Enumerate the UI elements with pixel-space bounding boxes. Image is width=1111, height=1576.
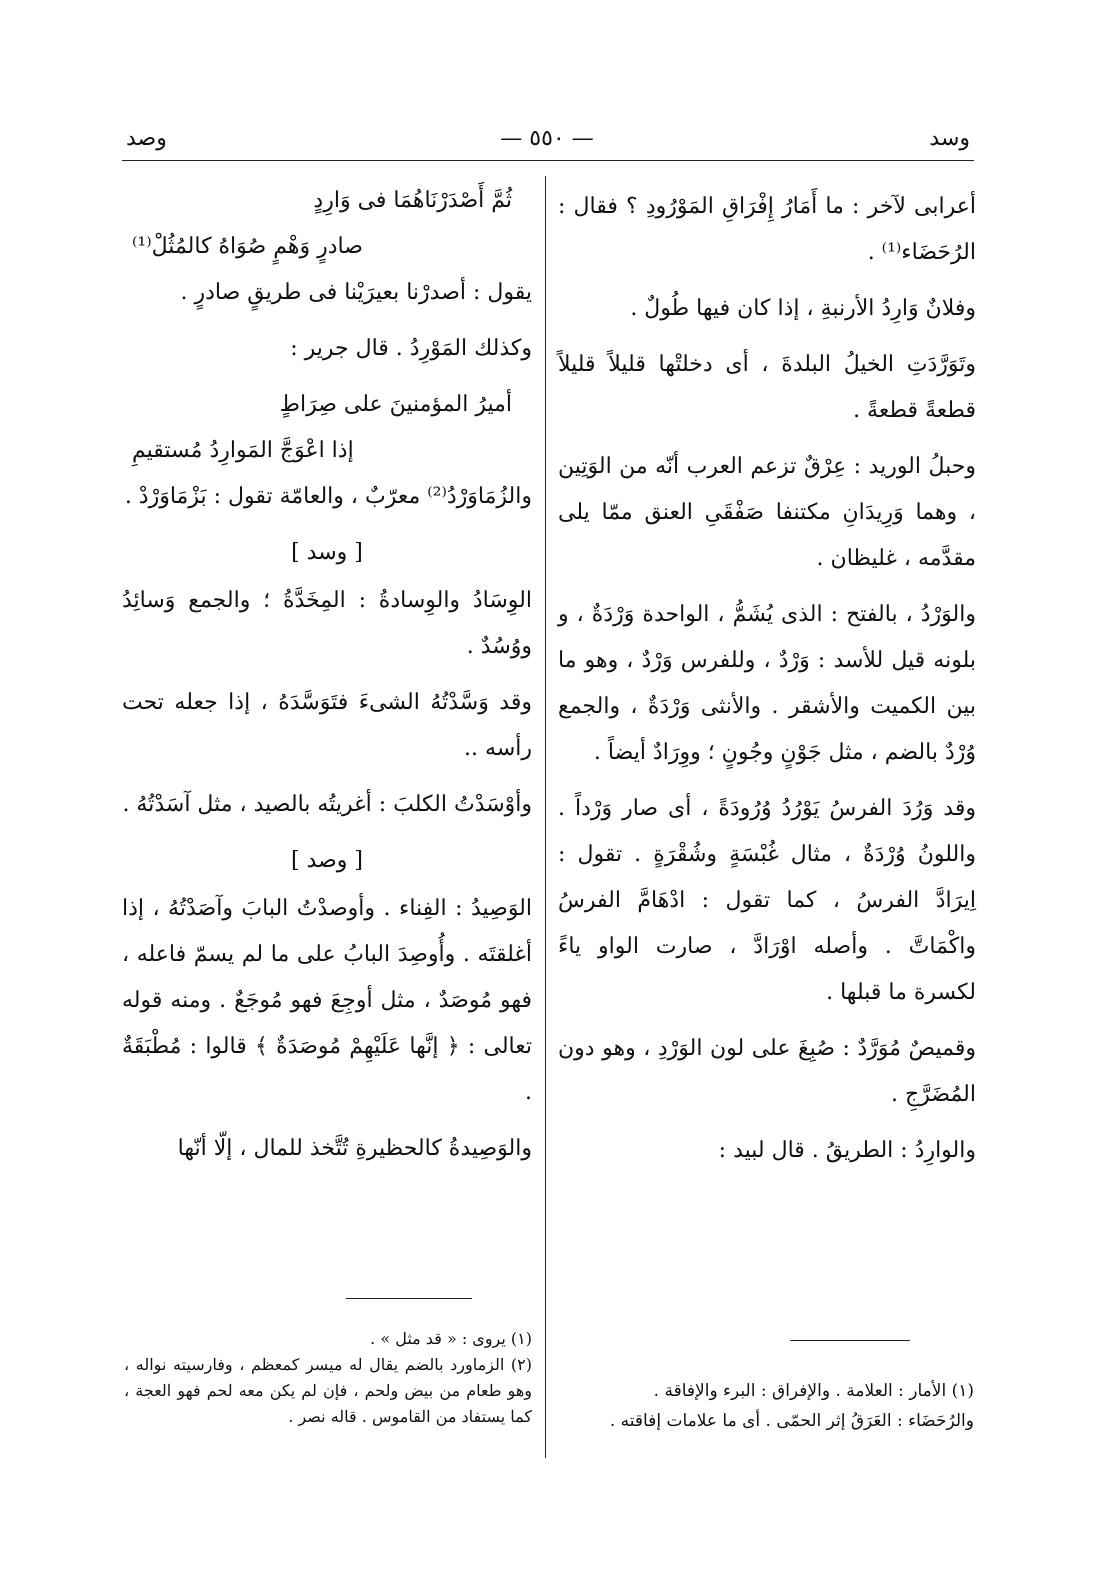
page-number: — ٥٥٠ — bbox=[500, 126, 594, 151]
footnote-rule bbox=[346, 1298, 472, 1299]
header-left-entry: وصد bbox=[126, 126, 167, 151]
paragraph: وأوْسَدْتُ الكلبَ : أغريتُه بالصيد ، مثل آسَدْتُهُ . bbox=[122, 792, 532, 817]
column-divider bbox=[545, 176, 546, 1458]
footnote-rule bbox=[790, 1340, 910, 1341]
paragraph: والزُمَاوَرْدُ⁽²⁾ معرّبٌ ، والعامّة تقول : بَزْمَاوَرْدْ . bbox=[124, 484, 532, 509]
verse-line: إذا اعْوَجَّ المَوارِدُ مُستقيمِ bbox=[132, 438, 354, 463]
paragraph: وكذلك المَوْرِدُ . قال جرير : bbox=[290, 336, 532, 361]
entry-heading: [ وسد ] bbox=[291, 540, 363, 565]
paragraph: وفلانٌ وَارِدُ الأرنبةِ ، إذا كان فيها طُولٌ . bbox=[630, 296, 976, 321]
footnote: (١) يروى : « قد مثل » . bbox=[370, 1329, 532, 1348]
paragraph: أعرابى لآخر : ما أَمَارُ إِفْرَاقِ المَوْرُودِ ؟ فقال : الرُحَضَاء⁽¹⁾ . bbox=[558, 194, 976, 265]
header-right-entry: وسد bbox=[929, 126, 970, 151]
entry-heading: [ وصد ] bbox=[290, 848, 363, 873]
footnote: (١) الأمار : العلامة . والإفراق : البرء والإفاقة . bbox=[653, 1381, 974, 1401]
paragraph: وقد وَرُدَ الفرسُ يَوْرُدُ وُرُودَةً ، أى صار وَرْداً . واللونُ وُرْدَةٌ ، مثال غُبْسَةٍ وشُقْرَةٍ . تقول : اِيرَادَّ الفرسُ ، كما تقول : ادْهَامَّ الفرسُ واكْمَاتَّ . وأصله اوْرَادَّ ، صارت الواو ياءً لكسرة ما قبلها . bbox=[558, 796, 976, 1005]
right-footnotes bbox=[560, 1376, 974, 1436]
left-column bbox=[122, 178, 532, 1182]
footnote: (٢) الزماورد بالضم يقال له ميسر كمعظم ، وفارسيته نواله ، وهو طعام من بيض ولحم ، فإن لم يكن معه لحم فهو العجة ، كما يستفاد من القاموس . قاله نصر . bbox=[124, 1355, 532, 1426]
paragraph: وقميصٌ مُوَرَّدٌ : صُبِغَ على لون الوَرْدِ ، وهو دون المُضَرَّجِ . bbox=[558, 1036, 976, 1107]
paragraph: الوَصِيدُ : الفِناء . وأوصدْتُ البابَ وآصَدْتُهُ ، إذا أغلقتَه . وأُوصِدَ البابُ على ما لم يسمّ فاعله ، فهو مُوصَدٌ ، مثل أوجِعَ فهو مُوجَعٌ . ومنه قوله تعالى : ﴿ إنَّها عَلَيْهِمْ مُوصَدَةٌ ﴾ قالوا : مُطْبَقَةٌ . bbox=[122, 896, 532, 1105]
header-rule bbox=[122, 160, 974, 161]
verse-line: صادرٍ وَهْمٍ صُوَاهُ كالمُثُلْ⁽¹⁾ bbox=[132, 234, 363, 259]
verse-line: أميرُ المؤمنينَ على صِرَاطٍ bbox=[279, 392, 512, 417]
right-column bbox=[558, 184, 976, 1184]
paragraph: والوارِدُ : الطريقُ . قال لبيد : bbox=[718, 1138, 976, 1163]
paragraph: وقد وَسَّدْتُهُ الشىءَ فتَوَسَّدَهُ ، إذا جعله تحت رأسه .. bbox=[122, 690, 532, 761]
page-header bbox=[120, 126, 974, 160]
footnote: والرُحَضَاء : العَرَقُ إثر الحمّى . أى ما علامات إفاقته . bbox=[609, 1411, 974, 1431]
paragraph: والوَصِيدةُ كالحظيرةِ تُتَّخذ للمال ، إلّا أنّها bbox=[177, 1136, 532, 1161]
paragraph: وحبلُ الوريد : عِرْقٌ تزعم العرب أنّه من الوَتِين ، وهما وَرِيدَانِ مكتنفا صَفْقَىِ العنق ممّا يلى مقدَّمه ، غليظان . bbox=[558, 454, 976, 571]
left-footnotes bbox=[124, 1326, 532, 1430]
verse-line: ثُمَّ أَصْدَرْنَاهُمَا فى وَارِدٍ bbox=[313, 188, 512, 213]
paragraph: يقول : أصدرْنا بعيرَيْنا فى طريقٍ صادرٍ . bbox=[180, 280, 532, 305]
paragraph: والوَرْدُ ، بالفتح : الذى يُشَمُّ ، الواحدة وَرْدَةٌ ، و بلونه قيل للأسد : وَرْدٌ ، وللفرس وَرْدٌ ، وهو ما بين الكميت والأشقر . والأنثى وَرْدَةٌ ، والجمع وُرْدٌ بالضم ، مثل جَوْنٍ وجُونٍ ؛ ووِرَادٌ أيضاً . bbox=[558, 602, 976, 765]
paragraph: وتَوَرَّدَتِ الخيلُ البلدةَ ، أى دخلتْها قليلاً قليلاً قطعةً قطعةً . bbox=[558, 352, 976, 423]
paragraph: الوِسَادُ والوِسادةُ : المِخَدَّةُ ؛ والجمع وَسائِدُ ووُسُدٌ . bbox=[122, 588, 532, 659]
